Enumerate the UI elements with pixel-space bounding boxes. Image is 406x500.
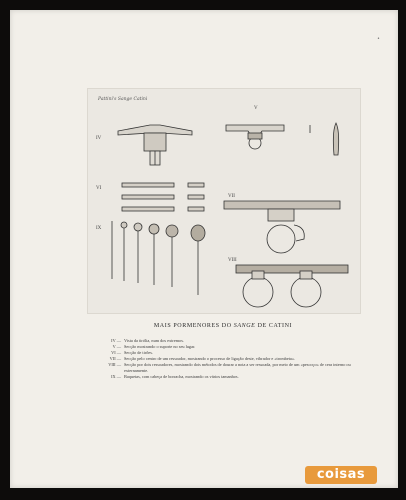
- figure-label-vii: VII: [228, 194, 235, 199]
- margin-mark: •: [377, 36, 380, 42]
- coisas-watermark-logo: coisas: [305, 466, 377, 484]
- legend-item: [103, 362, 353, 374]
- caption-title-prefix: MAIS PORMENORES DO: [153, 323, 232, 329]
- legend-number: IX —: [111, 374, 121, 379]
- legend-number: VII —: [109, 356, 121, 361]
- technical-drawing: [88, 89, 360, 313]
- caption-title-suffix: DE CATINI: [257, 323, 293, 329]
- legend-text: Secção pelo centro de um ressoador, mostrando o processo de ligação deste, vibrador e «trombeta».: [124, 356, 296, 361]
- legend-number: IV —: [111, 338, 121, 343]
- legend-number: VI —: [111, 350, 121, 355]
- illustration-plate: [87, 88, 361, 314]
- caption-title: [87, 323, 359, 329]
- handwritten-note: Pattini's Sange Catini: [98, 97, 148, 102]
- legend-text: Vista da tirólia, num dos extremos.: [124, 338, 185, 343]
- caption-title-italic: SANGE: [233, 323, 256, 329]
- legend-number: VIII —: [108, 362, 121, 367]
- figure-label-v: V: [254, 106, 258, 111]
- figure-label-vi: VI: [96, 186, 102, 191]
- legend-number: V —: [112, 344, 121, 349]
- legend-item: [103, 374, 353, 380]
- legend-text: Secção por dois ressoadores, mostrando dois métodos de dourar a nota a ser ressoada, por meio de um «pescoço» de cera interno ou externamente.: [124, 362, 351, 373]
- figure-label-iv: IV: [96, 136, 102, 141]
- legend-text: Baquetas, com cabeça de borracha, mostrando os vários tamanhos.: [124, 374, 239, 379]
- figure-legend: [103, 338, 353, 380]
- figure-label-ix: IX: [96, 226, 102, 231]
- figure-label-viii: VIII: [228, 258, 237, 263]
- legend-text: Secção mostrando o suporte no seu lugar.: [124, 344, 196, 349]
- legend-text: Secção de tirões.: [124, 350, 153, 355]
